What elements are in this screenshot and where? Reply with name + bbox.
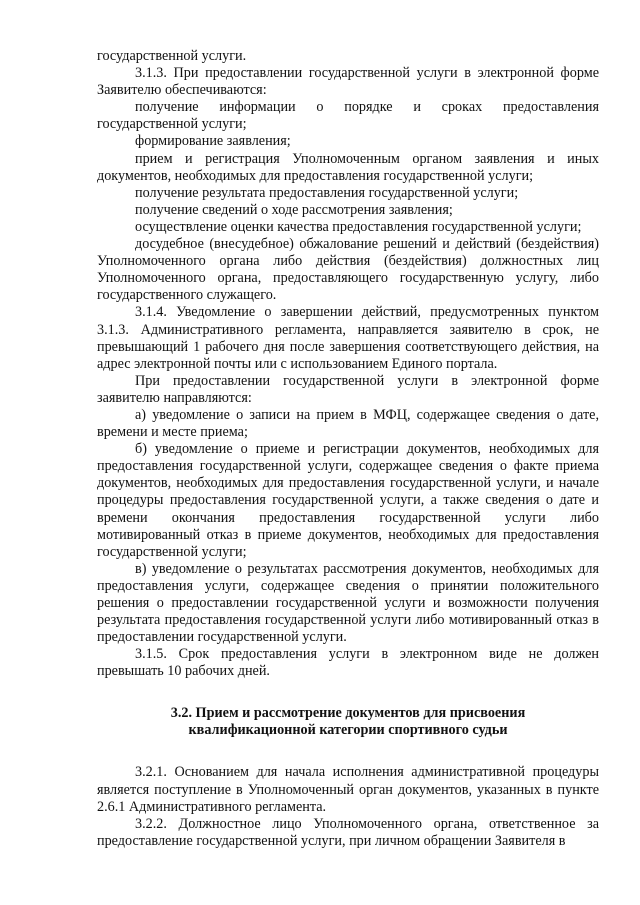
list-item-quality: осуществление оценки качества предоставления государственной услуги; xyxy=(135,218,582,235)
paragraph-3-1-4: 3.1.4. Уведомление о завершении действий, предусмотренных пунктом 3.1.3. Административного регламента, направляется заявителю в срок, не превышающий 1 рабочего дня после завершения соответствующего действия, на адрес электронной почты или с использованием Единого портала. xyxy=(97,304,599,372)
paragraph-3-2-2: 3.2.2. Должностное лицо Уполномоченного органа, ответственное за предоставление государственной услуги, при личном обращении Заявителя в xyxy=(97,815,599,849)
notification-b: б) уведомление о приеме и регистрации документов, необходимых для предоставления государственной услуги, содержащее сведения о факте приема документов, необходимых для предоставления государственной услуги, и начале процедуры предоставления государственной услуги, а также сведения о дате и времени окончания предоставления государственной услуги либо мотивированный отказ в приеме документов, необходимых для предоставления государственной услуги; xyxy=(97,441,599,560)
section-heading-line-1: 3.2. Прием и рассмотрение документов для присвоения xyxy=(170,705,526,722)
document-page xyxy=(97,48,599,850)
section-heading-3-2 xyxy=(97,705,599,739)
paragraph-3-1-3: 3.1.3. При предоставлении государственной услуги в электронной форме Заявителю обеспечиваются: xyxy=(97,65,599,99)
section-heading-line-2: квалификационной категории спортивного судьи xyxy=(188,722,508,739)
paragraph-3-1-5: 3.1.5. Срок предоставления услуги в электронном виде не должен превышать 10 рабочих дней. xyxy=(97,646,599,680)
paragraph-continuation: государственной услуги. xyxy=(97,48,247,64)
list-item-registration: прием и регистрация Уполномоченным органом заявления и иных документов, необходимых для предоставления государственной услуги; xyxy=(97,150,599,184)
list-item-form: формирование заявления; xyxy=(135,133,291,150)
paragraph-3-2-1: 3.2.1. Основанием для начала исполнения административной процедуры является поступление в Уполномоченный орган документов, указанных в пункте 2.6.1 Административного регламента. xyxy=(97,764,599,815)
notification-a: а) уведомление о записи на прием в МФЦ, содержащее сведения о дате, времени и месте приема; xyxy=(97,406,599,441)
list-item-status: получение сведений о ходе рассмотрения заявления; xyxy=(135,201,453,218)
list-item-appeal: досудебное (внесудебное) обжалование решений и действий (бездействия) Уполномоченного органа либо действия (бездействия) должностных лиц Уполномоченного органа, предоставляющего государственную услугу, либо государственного служащего. xyxy=(97,236,599,304)
paragraph-notifications-intro: При предоставлении государственной услуги в электронной форме заявителю направляются: xyxy=(97,372,599,406)
notification-c: в) уведомление о результатах рассмотрения документов, необходимых для предоставления услуги, содержащее сведения о принятии положительного решения о предоставлении государственной услуги и возможности получения результата предоставления государственной услуги либо мотивированный отказ в предоставлении государственной услуги. xyxy=(97,560,599,646)
list-item-result: получение результата предоставления государственной услуги; xyxy=(135,184,519,201)
list-item-info: получение информации о порядке и сроках предоставления государственной услуги; xyxy=(97,99,599,133)
